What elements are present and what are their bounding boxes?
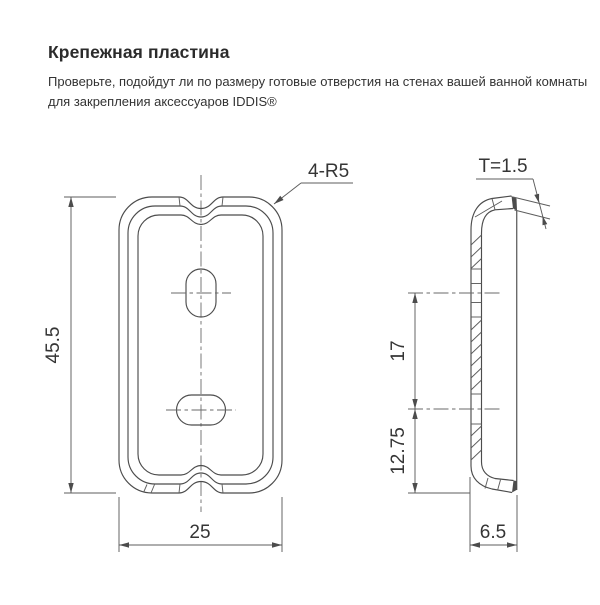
top-flange	[471, 196, 517, 233]
hole-spacing-label: 17	[388, 340, 409, 362]
bottom-flange-end-face	[512, 481, 517, 493]
dimension-height	[43, 197, 116, 493]
bottom-flange	[471, 462, 517, 493]
corner-radius-label: 4-R5	[308, 161, 350, 182]
description-line-2: для закрепления аксессуаров IDDIS®	[48, 93, 277, 109]
dimension-width	[119, 497, 282, 552]
page-title: Крепежная пластина	[48, 42, 230, 62]
dimension-lower-offset	[388, 409, 470, 493]
plate-inner-contour	[138, 215, 263, 475]
height-label: 45.5	[43, 326, 64, 364]
description-line-1: Проверьте, подойдут ли по размеру готовые отверстия на стенах вашей ванной комнаты	[48, 74, 588, 89]
thickness-label: T=1.5	[478, 156, 528, 177]
side-view	[388, 156, 550, 552]
corner-radius-callout	[274, 161, 353, 204]
plate-outer-contour	[119, 197, 282, 493]
hole-edge-lines	[471, 269, 482, 424]
plate-middle-contour	[128, 206, 273, 484]
notch-edge-ticks	[144, 197, 224, 493]
lower-offset-label: 12.75	[388, 427, 409, 475]
dimension-depth	[470, 477, 517, 552]
thickness-callout	[476, 156, 550, 229]
front-view	[43, 161, 353, 552]
width-label: 25	[189, 522, 211, 543]
depth-label: 6.5	[479, 522, 507, 543]
dimension-hole-spacing	[388, 293, 415, 409]
